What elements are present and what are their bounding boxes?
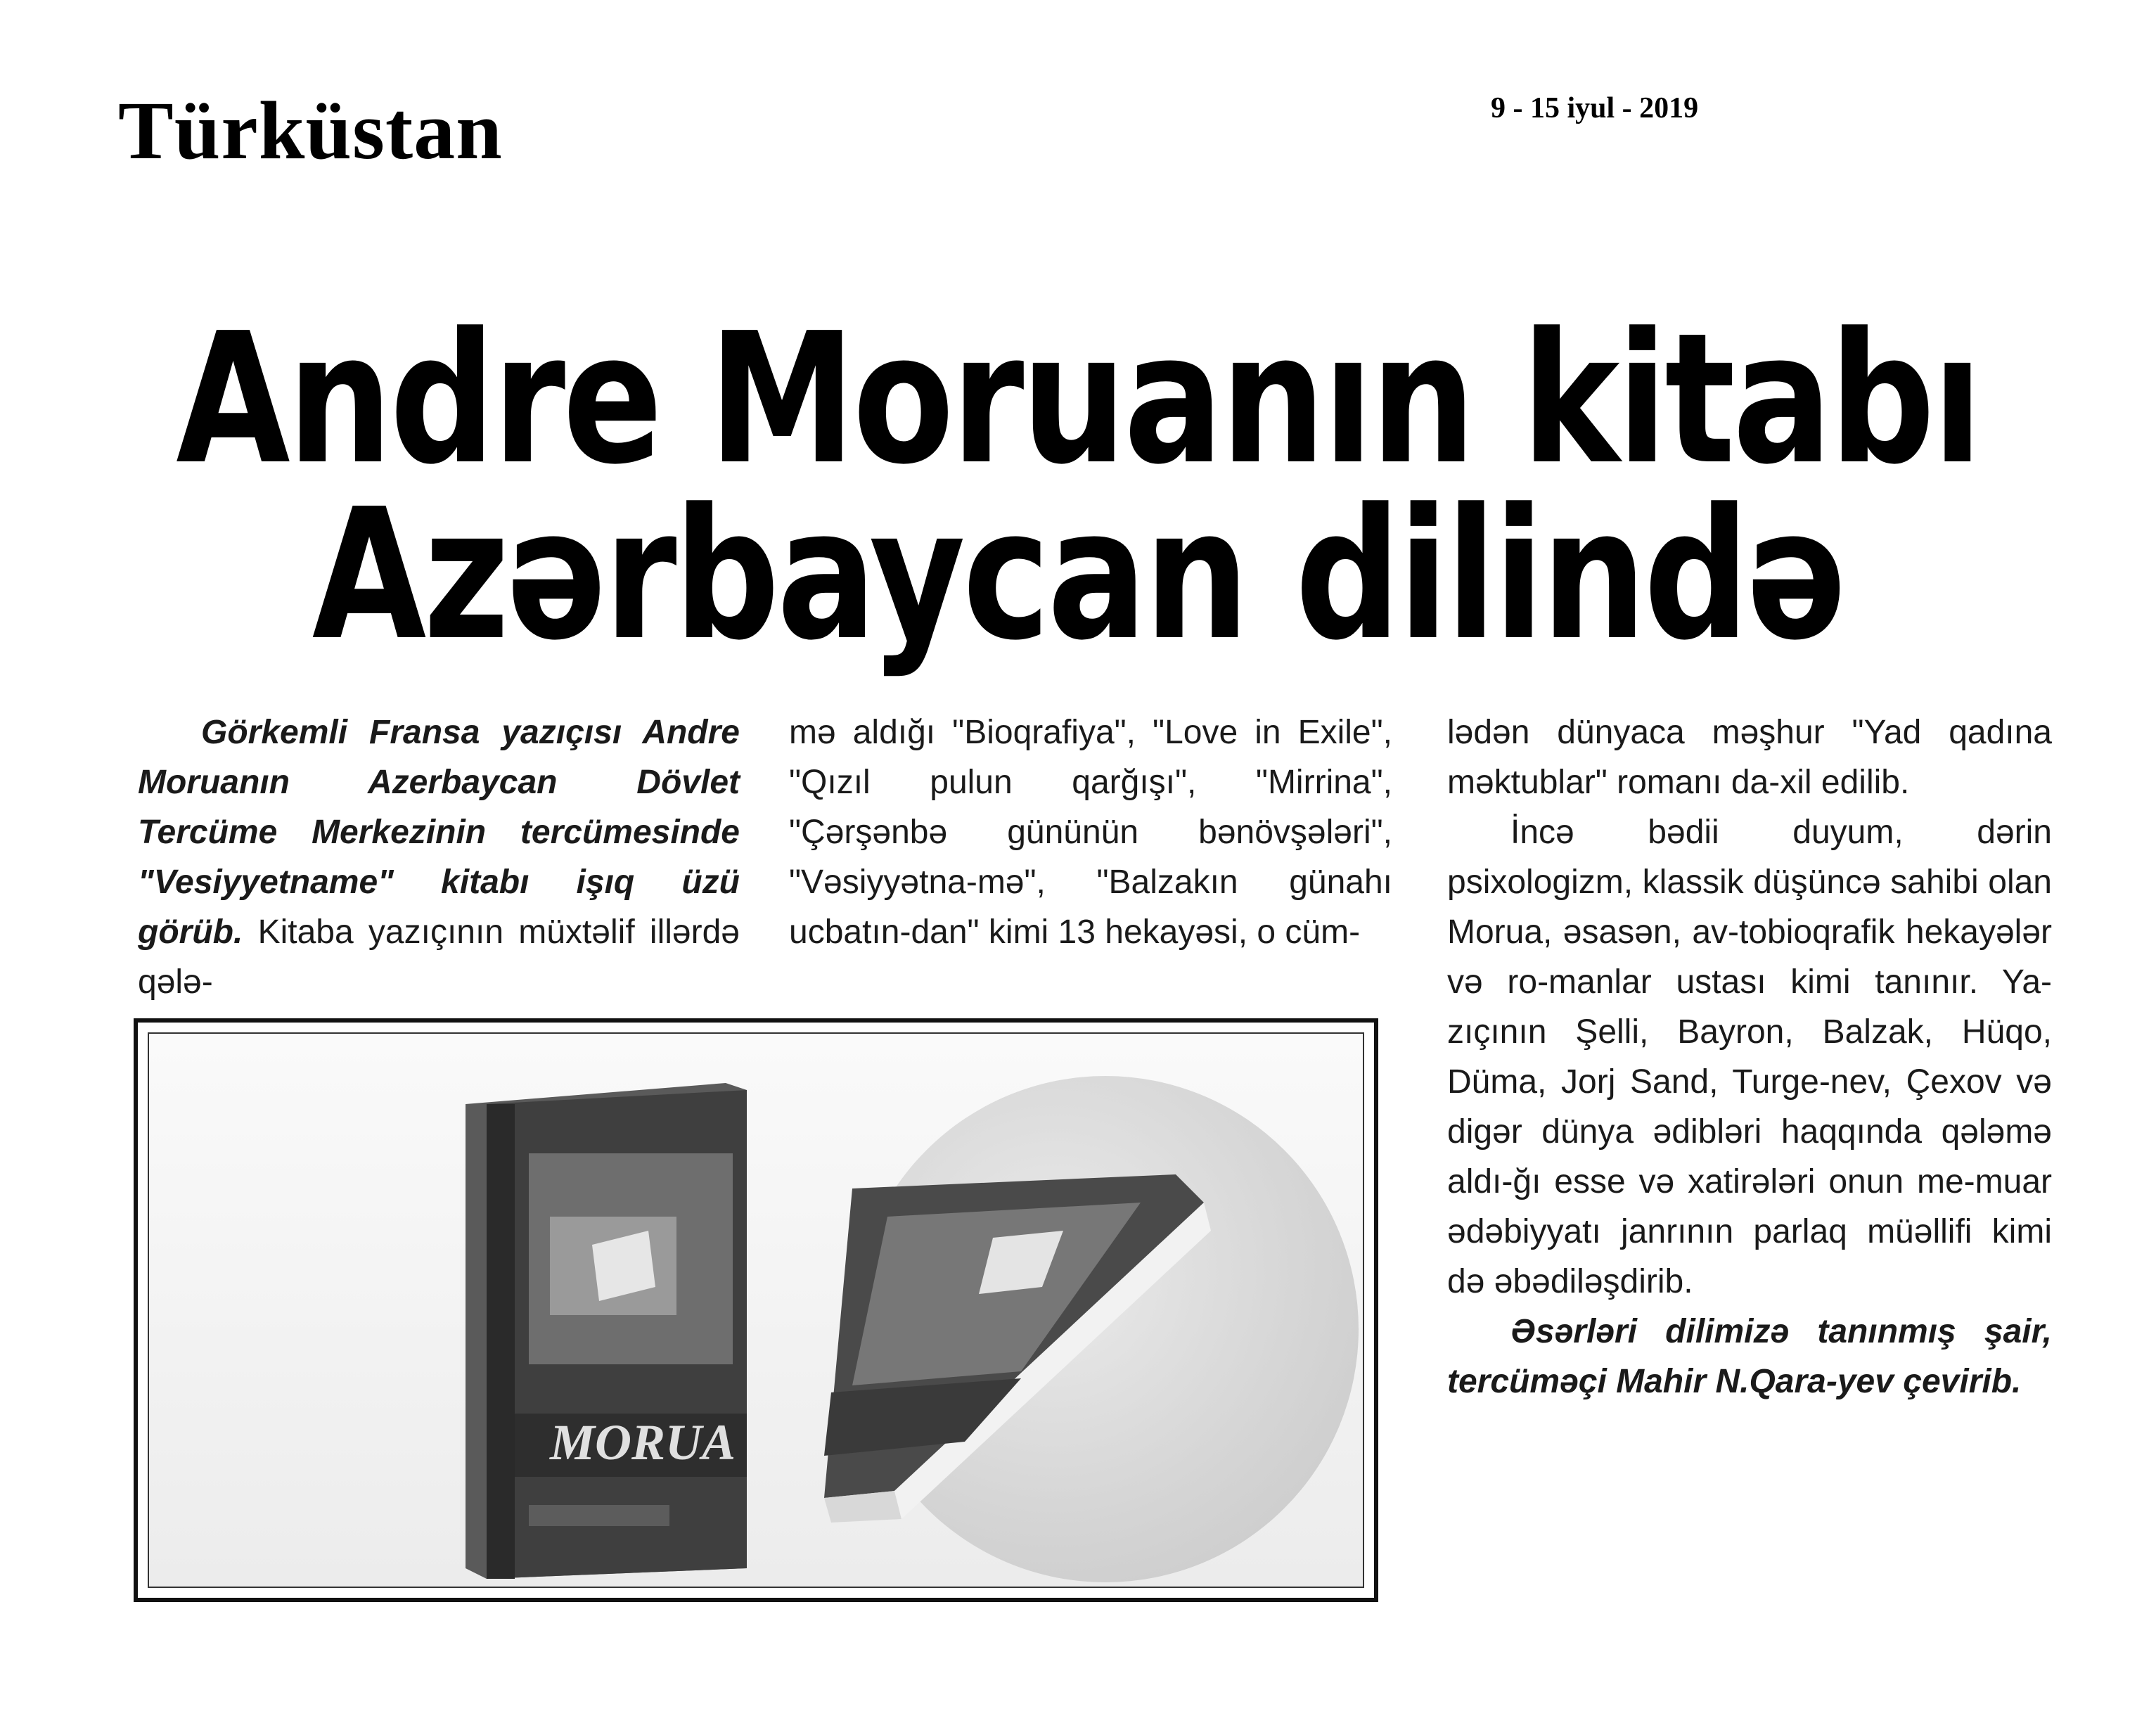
translator-credit: Əsərləri dilimizə tanınmış şair, tercüməçi Mahir N.Qara-yev çevirib. (1447, 1313, 2052, 1400)
book-photo-frame (148, 1032, 1364, 1588)
book-lying (810, 1160, 1218, 1526)
article-column-2 (789, 707, 1392, 957)
article-column-1 (138, 707, 740, 1007)
article-text-col3-p2: İncə bədii duyum, dərin psixologizm, klassik düşüncə sahibi olan Morua, əsasən, av-tobioqrafik hekayələr və ro-manlar ustası kimi tanınır. Ya-zıçının Şelli, Bayron, Balzak, Hüqo, Düma, Jorj Sand, Turge-nev, Çexov və digər dünya ədibləri haqqında qələmə aldı-ğı esse və xatirələri onun me-muar ədəbiyyatı janrının parlaq müəllifi kimi də əbədiləşdirib. (1447, 814, 2052, 1300)
headline-line-1: Andre Moruanın kitabı (176, 294, 1980, 504)
book-standing (444, 1076, 754, 1582)
headline-line-2: Azərbaycan dilində (312, 470, 1844, 680)
book-cover-title: MORUA (550, 1414, 736, 1470)
article-text-col1: Kitaba yazıçının müxtəlif illərdə qələ- (138, 914, 740, 1001)
book-photo (134, 1018, 1378, 1602)
issue-date: 9 - 15 iyul - 2019 (1491, 92, 1699, 124)
article-text-col2: mə aldığı "Bioqrafiya", "Love in Exile", "Qızıl pulun qarğışı", "Mirrina", "Çərşənbə gününün bənövşələri", "Vəsiyyətna-mə", "Balzakın günahı ucbatın-dan" kimi 13 hekayəsi, o cüm- (789, 714, 1392, 951)
masthead: Türküstan (118, 84, 503, 177)
article-column-3 (1447, 707, 2052, 1407)
article-text-col3-p1: lədən dünyaca məşhur "Yad qadına məktublar" romanı da-xil edilib. (1447, 714, 2052, 801)
article-lead: Görkemli Fransa yazıçısı Andre Moruanın Azerbaycan Dövlet Tercüme Merkezinin tercümesinde "Vesiyyetname" kitabı işıq üzü görüb. (138, 714, 740, 951)
